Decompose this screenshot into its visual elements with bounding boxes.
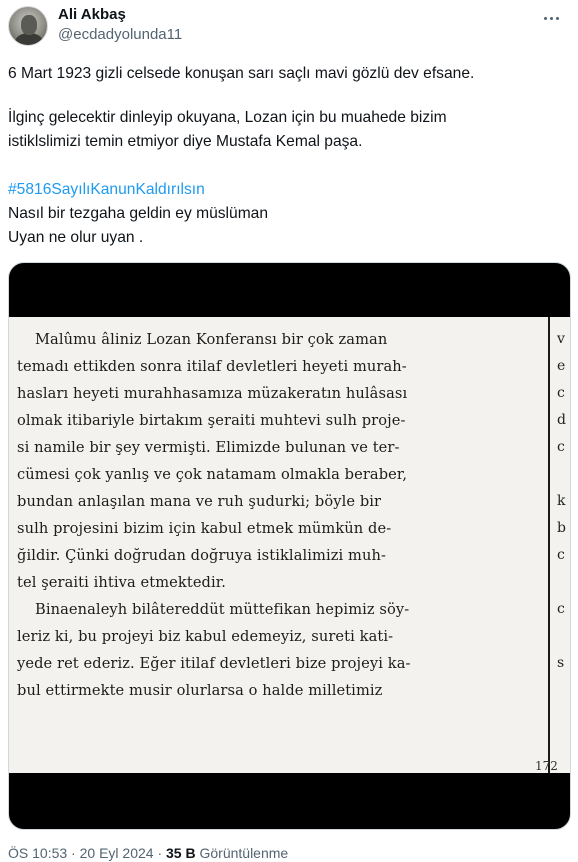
scan-line: olmak itibariyle birtakım şeraiti muhtevi sulh proje- [17,412,406,429]
scan-column-divider [548,317,550,773]
more-icon[interactable] [538,8,564,28]
tweet-line: Uyan ne olur uyan . [8,229,144,246]
scan-line: Malûmu âliniz Lozan Konferansı bir çok zaman [35,331,388,348]
scan-margin-letter: e [557,358,566,374]
tweet-media-image[interactable] [8,262,571,830]
scan-line: yede ret ederiz. Eğer itilaf devletleri bize projeyi ka- [17,655,411,672]
scan-line: bundan anlaşılan mana ve ruh şudurki; böyle bir [17,493,382,510]
views-label: Görüntülenme [195,845,289,861]
scan-line: leriz ki, bu projeyi biz kabul edemeyiz, sureti kati- [17,628,394,645]
scan-margin-letter: c [557,385,565,401]
tweet-header [8,6,570,50]
more-dot [550,17,553,20]
scan-line: cümesi çok yanlış ve çok natamam olmakla beraber, [17,466,408,483]
view-count: 35 B [166,845,196,861]
scan-margin-letter: d [557,412,566,428]
scan-margin-letter: v [557,331,565,347]
more-dot [544,17,547,20]
scan-page-number: 172 [535,759,558,773]
scan-line: hasları heyeti murahhasamıza müzakeratın hulâsası [17,385,408,402]
avatar-face [21,15,37,35]
scan-line: bul ettirmekte musir olurlarsa o halde milletimiz [17,682,383,699]
author-name[interactable]: Ali Akbaş [58,6,126,23]
scan-margin-letter: s [557,655,565,671]
scan-line: tel şeraiti ihtiva etmektedir. [17,574,226,591]
scan-margin-letter: k [557,493,566,509]
scan-margin-letter: b [557,520,566,536]
scan-line: Binaenaleyh bilâtereddüt müttefikan hepimiz söy- [35,601,410,618]
avatar[interactable] [8,6,48,46]
more-dot [556,17,559,20]
scan-line: temadı ettikden sonra itilaf devletleri heyeti murah- [17,358,407,375]
scan-margin-letter: c [557,601,565,617]
document-scan [9,317,571,773]
tweet-date[interactable]: 20 Eyl 2024 [79,845,154,861]
scan-line: si namile bir şey vermişti. Elimizde bulunan ve ter- [17,439,400,456]
scan-margin-letter: c [557,547,565,563]
scan-margin-letter: c [557,439,565,455]
tweet-time[interactable]: ÖS 10:53 [8,845,68,861]
scan-line: ğildir. Çünki doğrudan doğruya istiklalimizi muh- [17,547,387,564]
author-handle[interactable]: @ecdadyolunda11 [58,26,183,43]
tweet-line: istiklslimizi temin etmiyor diye Mustafa Kemal paşa. [8,133,363,150]
tweet-line: 6 Mart 1923 gizli celsede konuşan sarı saçlı mavi gözlü dev efsane. [8,65,475,82]
scan-next-column [557,317,571,773]
tweet-line: Nasıl bir tezgaha geldin ey müslüman [8,205,269,222]
scan-line: sulh projesini bizim için kabul etmek mümkün de- [17,520,392,537]
hashtag-link[interactable]: #5816SayılıKanunKaldırılsın [8,181,205,198]
tweet-line: İlginç gelecektir dinleyip okuyana, Lozan için bu muahede bizim [8,109,447,126]
meta-separator: · [153,845,167,861]
tweet-meta [8,844,288,862]
meta-separator: · [67,845,80,861]
